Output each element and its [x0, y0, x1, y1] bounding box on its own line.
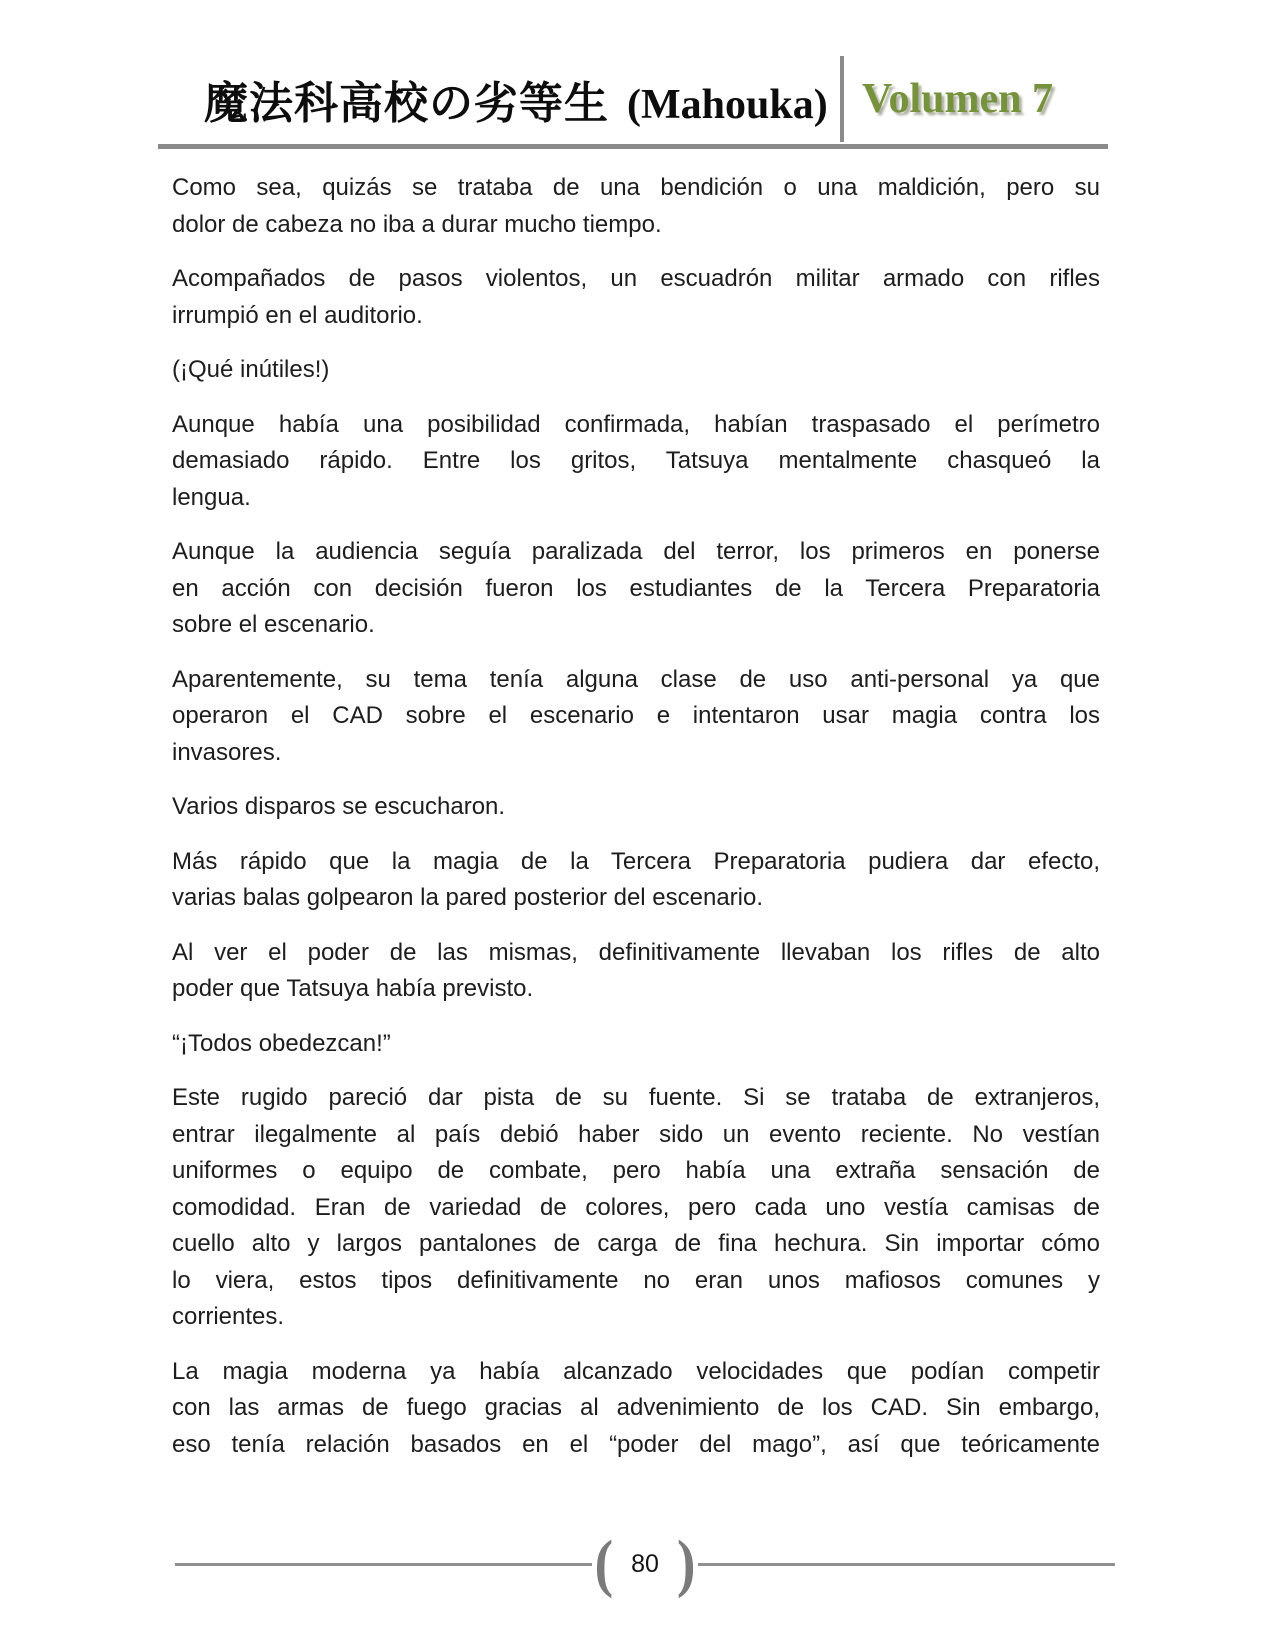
- text-line: Aparentemente, su tema tenía alguna clase de uso anti-personal ya que: [172, 665, 1100, 693]
- page-header: [158, 56, 1108, 149]
- text-line: demasiado rápido. Entre los gritos, Tatsuya mentalmente chasqueó la: [172, 447, 1100, 474]
- text-line: invasores.: [172, 738, 282, 766]
- text-line: Aunque había una posibilidad confirmada, habían traspasado el perímetro: [172, 410, 1100, 438]
- text-line: Acompañados de pasos violentos, un escuadrón militar armado con rifles: [172, 265, 1100, 292]
- paragraph: [172, 261, 1100, 334]
- text-line: Este rugido pareció dar pista de su fuente. Si se trataba de extranjeros,: [172, 1084, 1100, 1111]
- paragraph: [172, 407, 1100, 517]
- paragraph: [172, 662, 1100, 772]
- title-latin: (Mahouka): [627, 82, 828, 128]
- paragraph: [172, 352, 1100, 389]
- paragraph: [172, 170, 1100, 243]
- text-line: eso tenía relación basados en el “poder del mago”, así que teóricamente: [172, 1430, 1100, 1458]
- text-line: cuello alto y largos pantalones de carga de fina hechura. Sin importar cómo: [172, 1230, 1100, 1257]
- paragraph: [172, 789, 1100, 826]
- text-line: (¡Qué inútiles!): [172, 356, 330, 383]
- page-footer: [175, 1528, 1115, 1600]
- text-line: lo viera, estos tipos definitivamente no eran unos mafiosos comunes y: [172, 1266, 1100, 1294]
- body-text: [172, 170, 1100, 1481]
- text-line: sobre el escenario.: [172, 611, 375, 638]
- text-line: dolor de cabeza no iba a durar mucho tiempo.: [172, 210, 662, 238]
- text-line: en acción con decisión fueron los estudiantes de la Tercera Preparatoria: [172, 574, 1100, 602]
- paragraph: [172, 1026, 1100, 1063]
- paragraph: [172, 844, 1100, 917]
- text-line: entrar ilegalmente al país debió haber sido un evento reciente. No vestían: [172, 1120, 1100, 1148]
- text-line: poder que Tatsuya había previsto.: [172, 975, 534, 1002]
- text-line: “¡Todos obedezcan!”: [172, 1029, 391, 1057]
- paragraph: [172, 534, 1100, 644]
- text-line: uniformes o equipo de combate, pero había una extraña sensación de: [172, 1157, 1100, 1184]
- footer-line-left: [175, 1563, 592, 1566]
- page-title: [158, 67, 840, 131]
- text-line: Más rápido que la magia de la Tercera Preparatoria pudiera dar efecto,: [172, 847, 1100, 875]
- text-line: con las armas de fuego gracias al advenimiento de los CAD. Sin embargo,: [172, 1394, 1100, 1421]
- text-line: lengua.: [172, 483, 251, 511]
- text-line: operaron el CAD sobre el escenario e intentaron usar magia contra los: [172, 702, 1100, 729]
- paragraph: [172, 1080, 1100, 1336]
- title-japanese: 魔法科高校の劣等生: [204, 79, 609, 128]
- text-line: Como sea, quizás se trataba de una bendición o una maldición, pero su: [172, 174, 1100, 201]
- paragraph: [172, 935, 1100, 1008]
- page-number: 80: [631, 1549, 659, 1578]
- text-line: corrientes.: [172, 1303, 285, 1330]
- page-number-bracket-left: (: [594, 1528, 614, 1600]
- text-line: Varios disparos se escucharon.: [172, 793, 506, 820]
- text-line: Aunque la audiencia seguía paralizada del terror, los primeros en ponerse: [172, 538, 1100, 565]
- paragraph: [172, 1354, 1100, 1464]
- page-number-bracket-right: ): [676, 1528, 696, 1600]
- text-line: comodidad. Eran de variedad de colores, pero cada uno vestía camisas de: [172, 1193, 1100, 1221]
- header-row: [158, 56, 1108, 142]
- text-line: varias balas golpearon la pared posterior del escenario.: [172, 884, 764, 911]
- text-line: La magia moderna ya había alcanzado velocidades que podían competir: [172, 1357, 1100, 1385]
- header-rule: [158, 144, 1108, 149]
- volume-label: Volumen 7: [862, 76, 1053, 122]
- text-line: Al ver el poder de las mismas, definitivamente llevaban los rifles de alto: [172, 938, 1100, 966]
- footer-line-right: [698, 1563, 1115, 1566]
- text-line: irrumpió en el auditorio.: [172, 301, 423, 329]
